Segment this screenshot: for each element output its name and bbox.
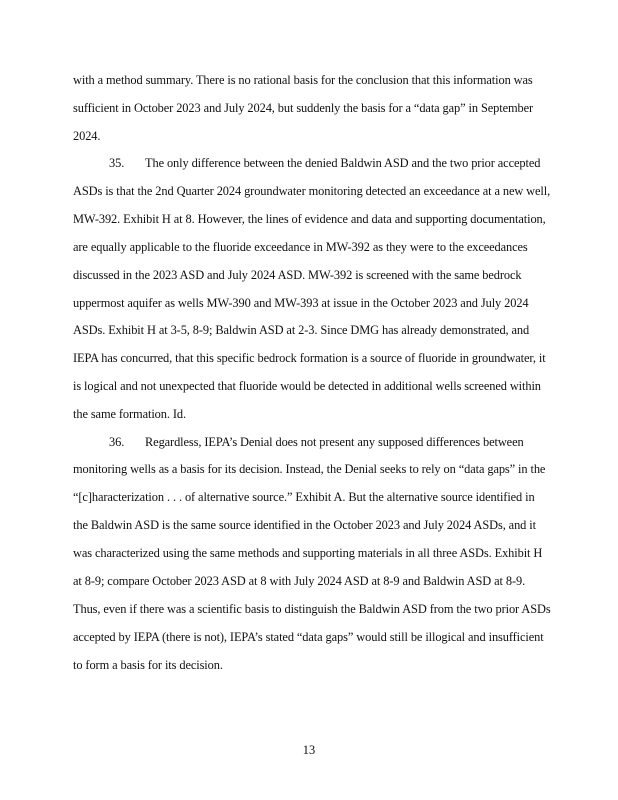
paragraph-35-line-5: discussed in the 2023 ASD and July 2024 ASD. MW-392 is screened with the same bedrock — [73, 268, 522, 282]
paragraph-35-line-8: IEPA has concurred, that this specific bedrock formation is a source of fluoride in groundwater, it — [73, 351, 546, 365]
paragraph-36-line-2: monitoring wells as a basis for its decision. Instead, the Denial seeks to rely on “data gaps” in the — [73, 462, 546, 476]
paragraph-35-line-7: ASDs. Exhibit H at 3-5, 8-9; Baldwin ASD at 2-3. Since DMG has already demonstrated, and — [73, 323, 530, 337]
paragraph-35-line-2: ASDs is that the 2nd Quarter 2024 groundwater monitoring detected an exceedance at a new well, — [73, 184, 551, 198]
page-number: 13 — [302, 743, 316, 757]
paragraph-35-line-6: uppermost aquifer as wells MW-390 and MW-393 at issue in the October 2023 and July 2024 — [73, 296, 529, 310]
paragraph-35-line-3: MW-392. Exhibit H at 8. However, the lines of evidence and data and supporting documentation, — [73, 212, 546, 226]
paragraph-34-line-2: sufficient in October 2023 and July 2024, but suddenly the basis for a “data gap” in September — [73, 101, 534, 115]
paragraph-36-line-3: “[c]haracterization . . . of alternative source.” Exhibit A. But the alternative source identified in — [73, 490, 535, 504]
paragraph-35-line-10: the same formation. Id. — [73, 407, 186, 421]
paragraph-36-line-4: the Baldwin ASD is the same source identified in the October 2023 and July 2024 ASDs, and it — [73, 518, 536, 532]
paragraph-36-line-9: to form a basis for its decision. — [73, 658, 223, 672]
paragraph-36-line-1: Regardless, IEPA’s Denial does not present any supposed differences between — [145, 435, 524, 449]
paragraph-34-line-1: with a method summary. There is no rational basis for the conclusion that this information was — [73, 73, 533, 87]
paragraph-36-line-8: accepted by IEPA (there is not), IEPA’s stated “data gaps” would still be illogical and insufficient — [73, 630, 544, 644]
paragraph-35-line-9: is logical and not unexpected that fluoride would be detected in additional wells screened within — [73, 379, 541, 393]
paragraph-36-number: 36. — [109, 435, 125, 449]
paragraph-35-number: 35. — [109, 156, 125, 170]
paragraph-36-line-6: at 8-9; compare October 2023 ASD at 8 with July 2024 ASD at 8-9 and Baldwin ASD at 8-9. — [73, 574, 526, 588]
paragraph-36-line-5: was characterized using the same methods and supporting materials in all three ASDs. Exhibit H — [73, 546, 543, 560]
paragraph-34-line-3: 2024. — [73, 129, 101, 143]
paragraph-35-line-1: The only difference between the denied Baldwin ASD and the two prior accepted — [145, 156, 541, 170]
paragraph-36-line-7: Thus, even if there was a scientific basis to distinguish the Baldwin ASD from the two prior ASDs — [73, 602, 551, 616]
paragraph-35-line-4: are equally applicable to the fluoride exceedance in MW-392 as they were to the exceedances — [73, 240, 528, 254]
